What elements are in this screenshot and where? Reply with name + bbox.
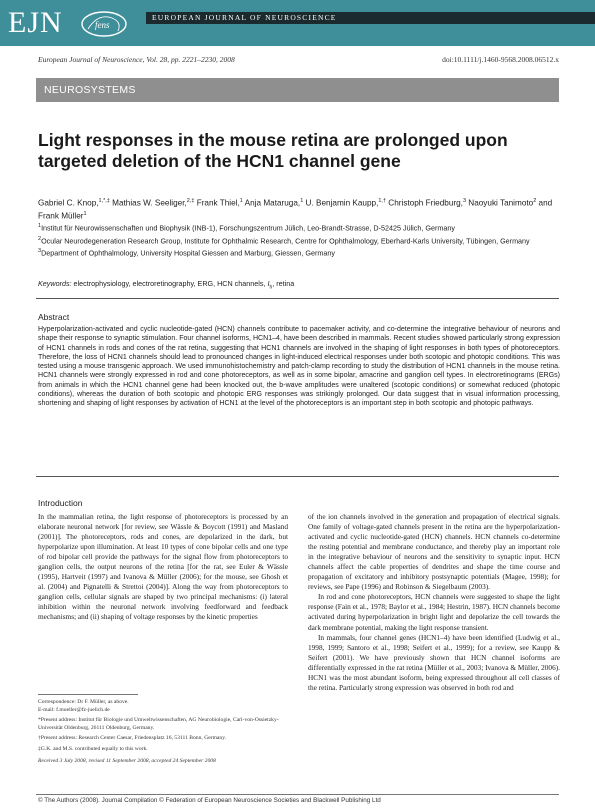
abstract-text: Hyperpolarization-activated and cyclic nucleotide-gated (HCN) channels contribute to pacemaker activity, and co-determine the integrative behaviour of neurons and shape their response to synaptic stimulation. Four channel isoforms, HCN1–4, have been described in mammals. Recent studies showed particularly strong expression of HCN1 channels in rods and cones of the rat retina, suggesting that HCN1 channels are involved in the shaping of light responses in both types of photoreceptors. Therefore, the loss of HCN1 channels should lead to pronounced changes in light-induced electrical responses under both scotopic and photopic conditions. This was tested using a mouse transgenic approach. We used immunohistochemistry and patch-clamp recording to study the distribution of HCN1 channels in the mouse retina. HCN1 channels were strongly expressed in rod and cone photoreceptors, as well as in some bipolar, amacrine and ganglion cell types. In electroretinograms (ERGs) from animals in which the HCN1 channel gene had been knocked out, the b-wave amplitudes were unaltered (scotopic conditions) or somewhat reduced (photopic conditions), whereas the duration of both scotopic and photopic ERG responses was strikingly prolonged. Our data suggest that in visual information processing, shortening and shaping of light responses by activation of HCN1 at the level of the photoreceptors is an important step in both scotopic and photopic pathways. [38, 326, 560, 407]
correspondence-text: Correspondence: Dr F. Müller, as above. [38, 699, 129, 705]
affiliations [38, 221, 560, 259]
affiliation-text: Ocular Neurodegeneration Research Group, Institute for Ophthalmic Research, Centre for Ophthalmology, Eberhard-Karls University, Tübingen, Germany [41, 235, 530, 245]
intro-paragraph: In rod and cone photoreceptors, HCN channels were suggested to shape the light response (Fain et al., 1978; Baylor et al., 1984; Hestrin, 1987). HCN channels become activated during hyperpolarization in bright light and depolarize the cell towards the dark membrane potential, making the light response transient. [308, 592, 560, 632]
footnote-present-address: †Present address: Research Center Caesar, Friedensplatz 16, 53111 Bonn, Germany. [38, 735, 227, 742]
keywords-label: Keywords: [38, 279, 72, 288]
author-name[interactable]: and Frank Müller [38, 198, 553, 221]
ejn-logo: EJN [8, 6, 63, 39]
author-superscript: 2,‡ [186, 198, 195, 204]
intro-paragraph: In the mammalian retina, the light response of photoreceptors is processed by an elaborate neuronal network [for review, see Wässle & Boycott (1991) and Masland (2001)]. The photoreceptors, rods and cones, are depolarized in the dark, but hyperpolarize upon illumination. At least 10 types of cone bipolar cells and one type of rod bipolar cell provide the pathways for the signal flow from photoreceptors to ganglion cells, the output neurons of the retina [for the rat, see Euler & Wässle (1995), Hartveit (1997) and Ivanova & Müller (2006); for the mouse, see Ghosh et al. (2004) and Pignatelli & Strettoi (2004)]. Along the way from photoreceptors to ganglion cells, cellular signals are shaped by two principal mechanisms: (i) lateral inhibition within the neuronal network involving feedforward and feedback mechanisms; and (ii) shaping of voltage responses by the kinetic properties [38, 512, 288, 622]
divider-bottom [36, 476, 559, 477]
divider-top [36, 298, 559, 299]
author-superscript: 1 [300, 198, 304, 204]
affiliation-superscript: 3 [38, 248, 42, 255]
author-superscript: 1,† [378, 198, 387, 204]
abstract-heading: Abstract [38, 312, 70, 322]
journal-name: EUROPEAN JOURNAL OF NEUROSCIENCE [152, 13, 337, 22]
intro-left-column [38, 512, 288, 678]
citation: European Journal of Neuroscience, Vol. 28, pp. 2221–2230, 2008 [38, 55, 235, 64]
author-superscript: 3 [462, 198, 466, 204]
copyright: © The Authors (2008). Journal Compilation © Federation of European Neuroscience Societies and Blackwell Publishing Ltd [38, 797, 381, 804]
keywords-tail: , retina [272, 279, 295, 288]
footer-divider [36, 794, 559, 795]
keywords-text: electrophysiology, electroretinography, ERG, HCN channels, [71, 279, 268, 288]
author-name[interactable]: Naoyuki Tanimoto [466, 198, 534, 208]
keyword-ih-sub: h [269, 284, 273, 291]
footnote-divider [38, 694, 138, 695]
footnotes [38, 699, 288, 768]
author-name[interactable]: Frank Thiel, [194, 198, 240, 208]
email-link[interactable]: E-mail: f.mueller@fz-juelich.de [38, 706, 110, 713]
author-name[interactable]: Mathias W. Seeliger, [109, 198, 187, 208]
author-list [38, 196, 560, 221]
author-superscript: 1,*,‡ [98, 198, 110, 204]
fens-logo-text: fens [95, 20, 110, 30]
affiliation-item [38, 234, 560, 247]
author-superscript: 2 [533, 198, 537, 204]
journal-banner [0, 0, 595, 46]
author-superscript: 1 [239, 198, 243, 204]
article-title: Light responses in the mouse retina are prolonged upon targeted deletion of the HCN1 channel gene [38, 130, 508, 171]
intro-paragraph: of the ion channels involved in the generation and propagation of electrical signals. One family of voltage-gated channels present in the retina are the hyperpolarization-activated and cyclic nucleotide-gated (HCN) channels. HCN channels co-determine the resting potential and membrane conductance, and thereby play an important role in the integrative behaviour of neurons and the sensitivity to synaptic input. HCN channels affect the cable properties of dendrites and shape the time course and propagation of excitatory and inhibitory postsynaptic potentials (Magee, 1998); for reviews, see Pape (1996) and Robinson & Siegelbaum (2003). [308, 512, 560, 592]
fens-logo-icon [78, 9, 130, 39]
author-name[interactable]: Christoph Friedburg, [386, 198, 463, 208]
intro-paragraph: In mammals, four channel genes (HCN1–4) have been identified (Ludwig et al., 1998, 1999; Santoro et al., 1998; Seifert et al., 1999); for a review, see Kaupp & Seifert (2001). We have previously shown that HCN channel isoforms are differentially expressed in the rat retina (Müller et al., 2003; Ivanova & Müller, 2006). HCN1 was the most abundant isoform, being expressed throughout all cell classes of the retina. Particularly strong expression was observed in both rod and [308, 632, 560, 692]
affiliation-item [38, 221, 560, 234]
section-label: NEUROSYSTEMS [44, 84, 136, 96]
author-superscript: 1 [83, 210, 87, 217]
intro-right-column [308, 512, 560, 778]
affiliation-item [38, 246, 560, 259]
journal-name-strip [146, 12, 595, 24]
footnote-correspondence [38, 699, 288, 714]
author-name[interactable]: Anja Mataruga, [242, 198, 301, 208]
section-band [36, 78, 559, 102]
received-dates: Received 3 July 2008, revised 11 September 2008, accepted 24 September 2008 [38, 757, 216, 764]
affiliation-text: Institut für Neurowissenschaften und Biophysik (INB-1), Forschungszentrum Jülich, Leo-Brandt-Strasse, D-52425 Jülich, Germany [41, 223, 455, 233]
keywords [38, 279, 560, 290]
affiliation-text: Department of Ophthalmology, University Hospital Giessen and Marburg, Giessen, Germany [41, 248, 335, 258]
footnote-equal-contribution: ‡G.K. and M.S. contributed equally to this work. [38, 745, 148, 752]
author-name[interactable]: U. Benjamin Kaupp, [303, 198, 379, 208]
affiliation-superscript: 1 [38, 223, 42, 229]
footnote-present-address: *Present address: Institut für Biologie und Umweltwissenschaften, AG Neurobiologie, Carl-von-Ossietzky-Universität Oldenburg, 26111 Oldenburg, Germany. [38, 717, 279, 731]
introduction-heading: Introduction [38, 498, 83, 508]
author-name[interactable]: Gabriel C. Knop, [38, 198, 99, 208]
doi-link[interactable]: doi:10.1111/j.1460-9568.2008.06512.x [442, 55, 559, 64]
keyword-ih: I [267, 279, 270, 288]
affiliation-superscript: 2 [38, 235, 42, 242]
